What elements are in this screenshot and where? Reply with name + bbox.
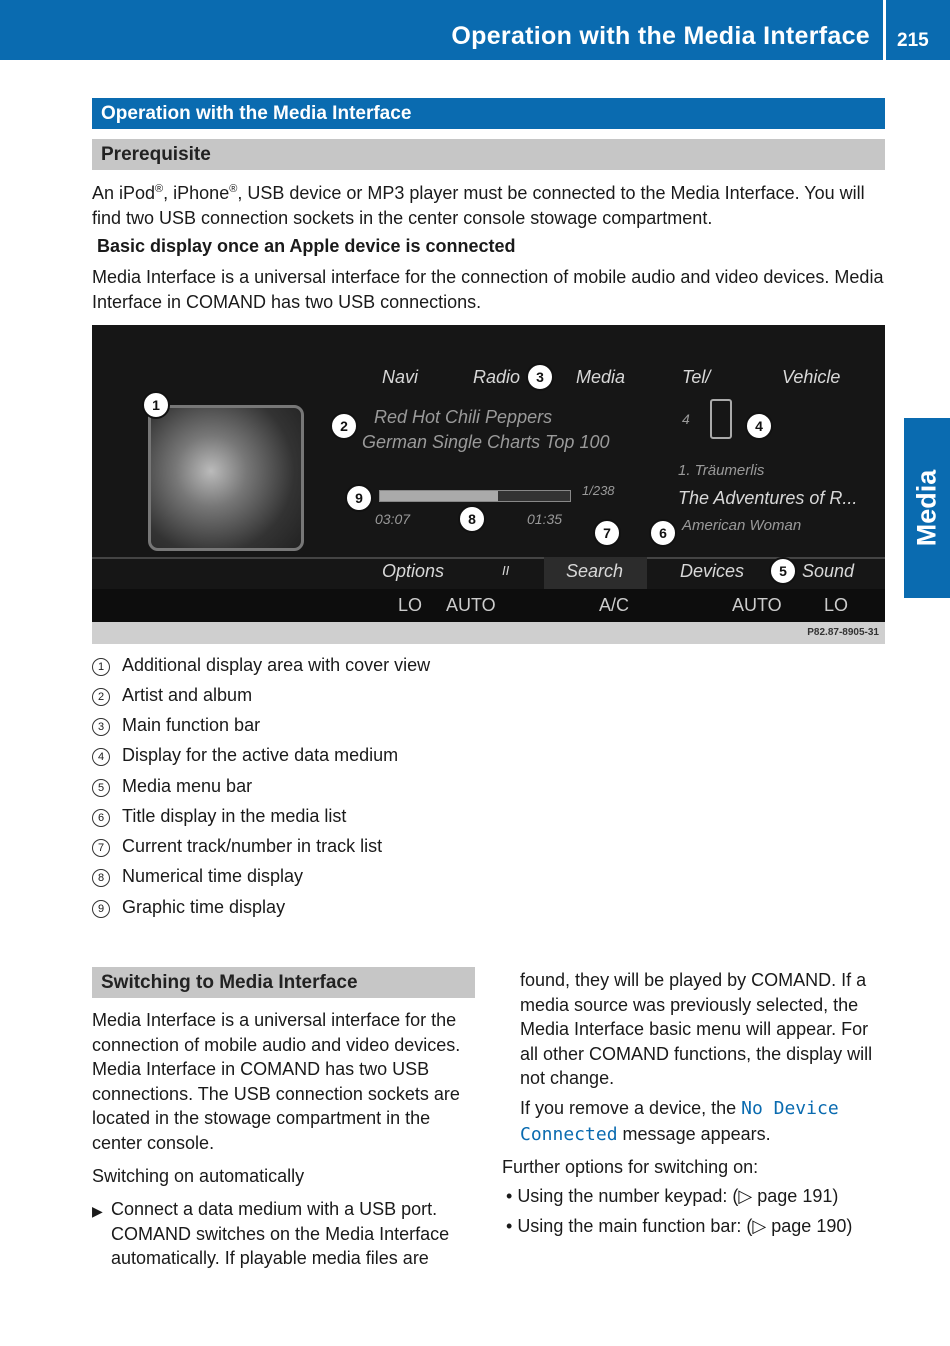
menu-sound: Sound xyxy=(802,561,855,581)
menu-devices: Devices xyxy=(680,561,745,581)
legend-item: 1 Additional display area with cover view xyxy=(92,655,430,676)
switching-intro: Media Interface is a universal interface for the connection of mobile audio and video devices. Media Interface in COMAND has two USB connections. The USB connection sockets are located in the stowage compartment in the center console. xyxy=(92,1010,461,1153)
menu-navi: Navi xyxy=(382,367,419,387)
header-divider xyxy=(883,0,886,60)
menu-divider xyxy=(92,557,885,559)
menu-radio: Radio xyxy=(473,367,521,387)
climate-auto-left: AUTO xyxy=(446,595,496,615)
track-counter: 1/238 xyxy=(582,483,615,498)
chapter-tab[interactable] xyxy=(904,418,950,598)
switching-step: Connect a data medium with a USB port. COMAND switches on the Media Interface automatically. If playable media files are xyxy=(111,1199,450,1268)
track-list-item-current: The Adventures of R... xyxy=(678,488,858,508)
option-item: • Using the number keypad: (▷ page 191) xyxy=(506,1186,839,1206)
track-list-item: American Woman xyxy=(682,517,802,534)
menu-options: Options xyxy=(382,561,445,581)
menu-search: Search xyxy=(566,561,624,581)
callout-7: 7 xyxy=(593,519,621,547)
connected-msg: Connected xyxy=(520,1123,618,1145)
progress-bar xyxy=(379,490,571,502)
album-cover-image xyxy=(148,405,304,551)
callout-2: 2 xyxy=(330,412,358,440)
switching-auto-label: Switching on automatically xyxy=(92,1166,305,1186)
pause-icon: II xyxy=(502,563,510,578)
header-title: Operation with the Media Interface xyxy=(451,22,870,50)
figure-code: P82.87-8905-31 xyxy=(807,627,879,638)
callout-4: 4 xyxy=(745,412,773,440)
progress-fill xyxy=(380,491,498,501)
legend-item: 7 Current track/number in track list xyxy=(92,836,382,857)
legend-item: 2 Artist and album xyxy=(92,685,252,706)
callout-6: 6 xyxy=(649,519,677,547)
comand-screen-figure xyxy=(92,325,885,622)
legend-item: 3 Main function bar xyxy=(92,715,260,736)
option-item: • Using the main function bar: (▷ page 190) xyxy=(506,1216,853,1236)
legend-item: 8 Numerical time display xyxy=(92,866,303,887)
track-list-item: 1. Träumerlis xyxy=(678,462,765,479)
album-name: German Single Charts Top 100 xyxy=(362,432,610,452)
climate-lo-left: LO xyxy=(398,595,423,615)
basic-display-text: Media Interface is a universal interface for the connection of mobile audio and video devices. Media Interface in COMAND has two USB connections. xyxy=(92,267,884,312)
climate-lo-right: LO xyxy=(824,595,849,615)
switching-heading: Switching to Media Interface xyxy=(92,967,475,998)
legend-item: 6 Title display in the media list xyxy=(92,806,346,827)
section-title: Operation with the Media Interface xyxy=(92,98,885,129)
remove-device-note: If you remove a device, the No Device Connected message appears. xyxy=(520,1098,839,1145)
page-header xyxy=(0,0,950,60)
menu-tel: Tel/ xyxy=(682,367,711,387)
legend-item: 4 Display for the active data medium xyxy=(92,745,398,766)
prerequisite-text: An iPod®, iPhone®, USB device or MP3 player must be connected to the Media Interface. You will find two USB connection sockets in the center console stowage compartment. xyxy=(92,183,865,228)
legend-item: 9 Graphic time display xyxy=(92,897,285,918)
callout-9: 9 xyxy=(345,484,373,512)
chapter-tab-label: Media xyxy=(911,469,942,547)
switching-continuation: found, they will be played by COMAND. If a media source was previously selected, the Media Interface basic menu will appear. For all other COMAND functions, the display will not change. xyxy=(520,970,873,1088)
menu-vehicle: Vehicle xyxy=(782,367,841,387)
page-number: 215 xyxy=(897,30,929,51)
climate-bar xyxy=(92,589,885,622)
remaining-time: 01:35 xyxy=(527,511,563,527)
callout-1: 1 xyxy=(142,391,170,419)
legend-item: 5 Media menu bar xyxy=(92,776,252,797)
figure-caption-bar xyxy=(92,622,885,644)
further-options-label: Further options for switching on: xyxy=(502,1157,759,1177)
callout-8: 8 xyxy=(458,505,486,533)
climate-ac: A/C xyxy=(599,595,630,615)
menu-media: Media xyxy=(576,367,626,387)
callout-3: 3 xyxy=(526,363,554,391)
basic-display-heading: Basic display once an Apple device is connected xyxy=(97,236,516,256)
device-icon xyxy=(710,399,732,439)
no-device-msg: No Device xyxy=(741,1098,839,1119)
elapsed-time: 03:07 xyxy=(375,511,411,527)
prerequisite-heading: Prerequisite xyxy=(92,139,885,170)
artist-name: Red Hot Chili Peppers xyxy=(374,407,553,427)
device-count: 4 xyxy=(682,411,690,427)
climate-auto-right: AUTO xyxy=(732,595,782,615)
step-arrow-icon: ▶ xyxy=(92,1203,103,1219)
callout-5: 5 xyxy=(769,557,797,585)
